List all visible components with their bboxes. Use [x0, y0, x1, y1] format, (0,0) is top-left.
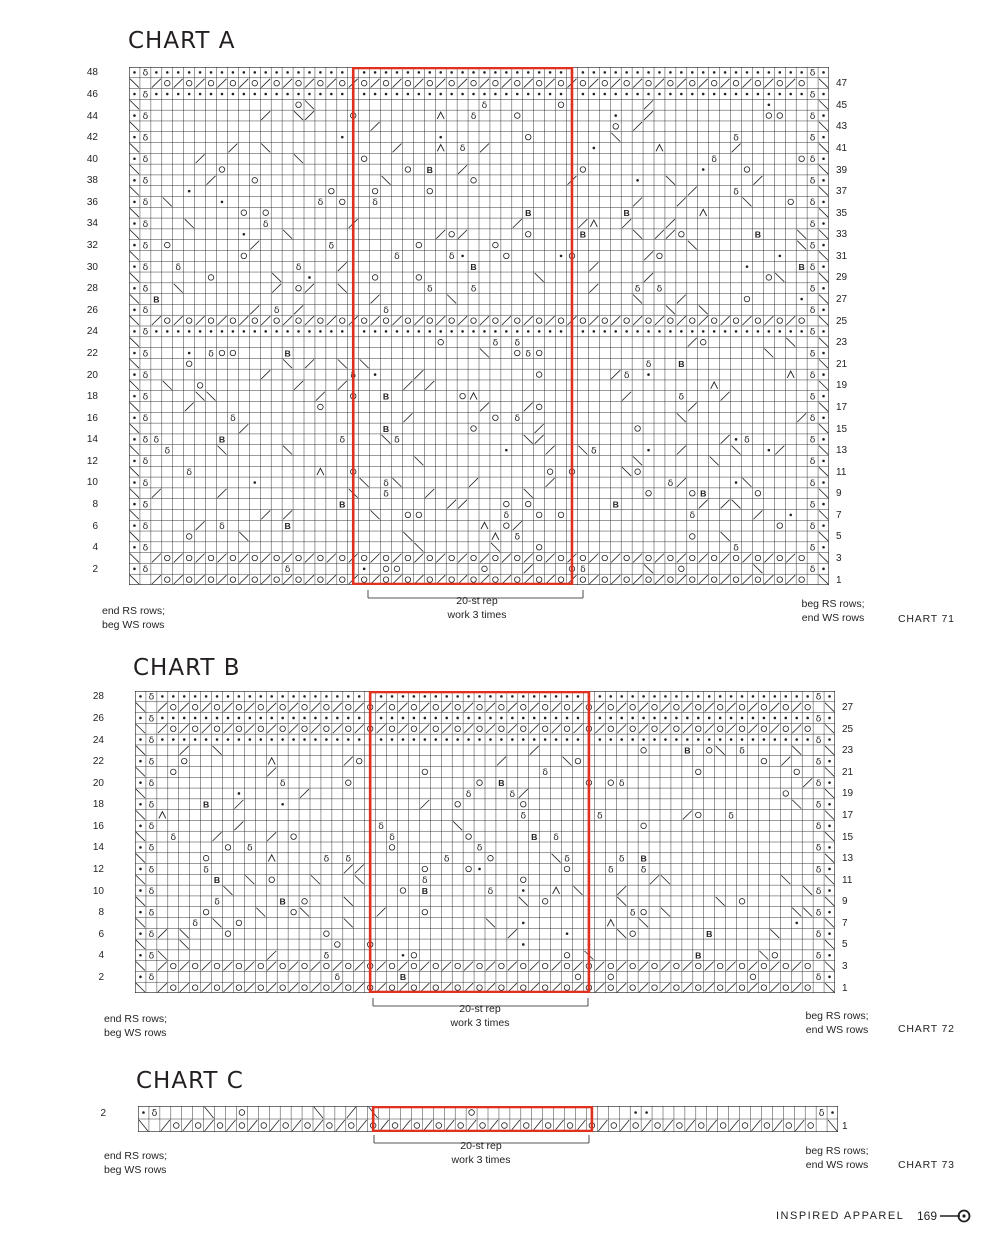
svg-text:δ: δ [394, 434, 400, 446]
svg-text:δ: δ [328, 240, 335, 252]
svg-text:δ: δ [142, 67, 149, 79]
svg-text:B: B [382, 391, 390, 402]
svg-text:δ: δ [142, 542, 149, 554]
svg-text:δ: δ [142, 456, 149, 468]
row-number-left: 28 [92, 691, 104, 703]
svg-text:δ: δ [186, 466, 192, 478]
row-number-right: 45 [836, 99, 848, 111]
svg-text:δ: δ [525, 348, 532, 360]
svg-text:δ: δ [809, 175, 816, 187]
svg-text:δ: δ [383, 477, 389, 489]
svg-text:δ: δ [208, 348, 214, 360]
row-number-left: 4 [92, 542, 98, 554]
row-number-right: 19 [842, 788, 854, 800]
svg-text:δ: δ [618, 853, 625, 865]
svg-text:δ: δ [459, 143, 466, 155]
row-number-left: 40 [86, 153, 98, 165]
svg-text:δ: δ [151, 1107, 158, 1119]
chart-a-repeat-label: 20-st rep work 3 times [447, 595, 507, 621]
row-number-left: 14 [92, 842, 104, 854]
svg-text:δ: δ [317, 197, 324, 209]
svg-text:δ: δ [448, 251, 455, 263]
svg-text:δ: δ [142, 218, 149, 230]
row-number-right: 21 [836, 358, 848, 370]
svg-text:δ: δ [667, 477, 674, 489]
svg-text:δ: δ [142, 132, 149, 144]
svg-text:δ: δ [711, 154, 717, 166]
row-number-right: 33 [836, 229, 848, 241]
svg-text:δ: δ [607, 864, 614, 876]
svg-text:δ: δ [142, 434, 149, 446]
svg-text:δ: δ [148, 928, 155, 940]
row-number-right: 9 [836, 488, 842, 500]
svg-text:B: B [579, 229, 587, 240]
svg-text:δ: δ [815, 907, 822, 919]
svg-text:B: B [498, 777, 505, 788]
svg-text:δ: δ [443, 853, 450, 865]
svg-text:δ: δ [809, 413, 816, 425]
row-number-left: 46 [86, 88, 98, 100]
row-number-right: 17 [836, 401, 848, 413]
svg-text:B: B [612, 499, 619, 510]
row-number-right: 1 [842, 1120, 848, 1132]
row-number-left: 20 [92, 777, 104, 789]
svg-text:δ: δ [634, 283, 641, 295]
row-number-left: 12 [86, 455, 98, 467]
row-number-left: 12 [92, 863, 104, 875]
svg-text:δ: δ [809, 434, 816, 446]
svg-text:δ: δ [564, 853, 570, 865]
chart-b-grid [135, 691, 835, 993]
svg-text:δ: δ [815, 972, 822, 984]
svg-text:δ: δ [809, 499, 816, 511]
row-number-right: 3 [842, 961, 848, 973]
row-number-left: 20 [86, 369, 98, 381]
chart-b-cells [135, 691, 835, 993]
chart-c-title: CHART C [136, 1068, 244, 1094]
svg-text:δ: δ [142, 89, 149, 101]
svg-text:δ: δ [372, 197, 378, 209]
svg-text:δ: δ [503, 510, 510, 522]
svg-text:δ: δ [809, 110, 816, 122]
svg-text:δ: δ [148, 950, 155, 962]
svg-text:δ: δ [815, 756, 822, 768]
svg-text:B: B [382, 423, 390, 434]
row-number-right: 11 [836, 466, 847, 478]
svg-text:B: B [470, 261, 477, 272]
svg-text:B: B [153, 294, 160, 305]
svg-text:δ: δ [809, 89, 816, 101]
svg-text:δ: δ [818, 1107, 825, 1119]
row-number-right: 27 [842, 702, 854, 714]
svg-text:δ: δ [389, 831, 395, 843]
svg-text:δ: δ [809, 305, 816, 317]
row-number-right: 47 [836, 78, 848, 90]
row-number-left: 8 [98, 907, 104, 919]
svg-text:δ: δ [487, 885, 494, 897]
svg-text:δ: δ [640, 864, 647, 876]
svg-text:δ: δ [334, 972, 341, 984]
svg-text:δ: δ [148, 864, 155, 876]
svg-text:δ: δ [142, 283, 149, 295]
svg-text:δ: δ [809, 326, 816, 338]
svg-text:δ: δ [148, 821, 155, 833]
svg-text:δ: δ [339, 434, 346, 446]
chart-b-number: CHART 72 [898, 1023, 955, 1035]
row-number-left: 18 [86, 391, 98, 403]
row-number-right: 37 [836, 186, 848, 198]
svg-text:B: B [279, 896, 286, 907]
row-number-right: 7 [842, 917, 848, 929]
svg-text:δ: δ [148, 885, 155, 897]
svg-text:δ: δ [520, 810, 527, 822]
svg-text:δ: δ [148, 799, 155, 811]
row-number-right: 43 [836, 121, 848, 133]
row-number-left: 22 [92, 756, 104, 768]
row-number-left: 22 [86, 347, 98, 359]
svg-text:B: B [798, 261, 805, 272]
svg-text:δ: δ [175, 261, 182, 273]
svg-text:δ: δ [656, 283, 663, 295]
row-number-left: 18 [92, 799, 104, 811]
chart-b-left-note: end RS rows; beg WS rows [104, 1013, 168, 1039]
row-number-left: 16 [92, 820, 104, 832]
svg-text:δ: δ [553, 831, 559, 843]
row-number-right: 9 [842, 896, 848, 908]
chart-b-repeat-label: 20-st rep work 3 times [450, 1003, 510, 1029]
svg-text:δ: δ [476, 842, 483, 854]
svg-text:δ: δ [142, 520, 149, 532]
row-number-left: 4 [98, 950, 104, 962]
svg-text:δ: δ [192, 918, 198, 930]
svg-text:δ: δ [645, 359, 652, 371]
svg-text:δ: δ [744, 434, 750, 446]
row-number-right: 7 [836, 509, 842, 521]
svg-text:δ: δ [345, 853, 352, 865]
chart-b-title: CHART B [133, 655, 241, 681]
svg-text:δ: δ [809, 564, 816, 576]
row-number-right: 29 [836, 272, 848, 284]
row-number-right: 3 [836, 553, 842, 565]
svg-text:δ: δ [623, 369, 630, 381]
row-number-right: 15 [836, 423, 848, 435]
svg-text:δ: δ [383, 488, 389, 500]
svg-text:δ: δ [148, 734, 155, 746]
svg-text:δ: δ [509, 788, 516, 800]
svg-text:δ: δ [142, 110, 149, 122]
row-number-right: 5 [836, 531, 842, 543]
svg-text:B: B [339, 499, 346, 510]
svg-text:δ: δ [809, 391, 816, 403]
svg-text:δ: δ [470, 283, 477, 295]
svg-text:δ: δ [809, 218, 816, 230]
row-number-right: 1 [836, 574, 842, 586]
svg-text:δ: δ [689, 510, 696, 522]
row-number-right: 13 [842, 853, 854, 865]
chart-b-right-note: beg RS rows; end WS rows [805, 1010, 869, 1036]
row-number-left: 48 [86, 67, 98, 79]
svg-text:δ: δ [492, 337, 499, 349]
svg-text:δ: δ [142, 499, 149, 511]
svg-text:δ: δ [142, 369, 149, 381]
row-number-left: 2 [92, 563, 98, 575]
row-number-left: 28 [86, 283, 98, 295]
row-number-left: 24 [86, 326, 98, 338]
chart-a-right-note: beg RS rows; end WS rows [801, 598, 865, 624]
svg-text:δ: δ [809, 67, 816, 79]
svg-text:δ: δ [733, 132, 739, 144]
svg-text:δ: δ [809, 283, 816, 295]
svg-text:δ: δ [350, 369, 357, 381]
svg-text:δ: δ [580, 564, 586, 576]
row-number-left: 16 [86, 412, 98, 424]
svg-text:δ: δ [815, 950, 822, 962]
svg-text:δ: δ [815, 928, 822, 940]
row-number-right: 39 [836, 164, 848, 176]
row-number-left: 30 [86, 261, 98, 273]
svg-text:δ: δ [142, 326, 149, 338]
svg-text:δ: δ [733, 186, 739, 198]
svg-text:δ: δ [733, 542, 739, 554]
svg-text:δ: δ [809, 520, 816, 532]
row-number-right: 31 [836, 250, 848, 262]
svg-text:δ: δ [514, 413, 521, 425]
svg-text:B: B [202, 799, 210, 810]
svg-text:δ: δ [142, 564, 149, 576]
svg-text:δ: δ [323, 950, 330, 962]
svg-text:δ: δ [203, 864, 209, 876]
svg-text:δ: δ [809, 154, 816, 166]
svg-text:δ: δ [230, 413, 236, 425]
row-number-left: 26 [92, 712, 104, 724]
svg-text:δ: δ [142, 261, 149, 273]
svg-text:B: B [284, 520, 291, 531]
svg-text:δ: δ [378, 821, 384, 833]
svg-text:δ: δ [383, 305, 389, 317]
svg-text:δ: δ [153, 434, 160, 446]
svg-text:δ: δ [809, 240, 816, 252]
row-number-right: 25 [842, 723, 854, 735]
svg-text:δ: δ [142, 240, 149, 252]
svg-text:δ: δ [815, 885, 822, 897]
svg-text:B: B [678, 359, 685, 370]
svg-text:B: B [531, 831, 538, 842]
row-number-right: 35 [836, 207, 848, 219]
row-number-right: 23 [842, 745, 854, 757]
row-number-left: 32 [86, 240, 98, 252]
svg-text:δ: δ [809, 456, 816, 468]
svg-text:δ: δ [542, 767, 548, 779]
svg-text:δ: δ [148, 756, 155, 768]
svg-text:δ: δ [148, 691, 155, 703]
row-number-left: 2 [100, 1107, 106, 1119]
row-number-right: 17 [842, 810, 854, 822]
row-number-left: 10 [92, 885, 104, 897]
chart-c-left-note: end RS rows; beg WS rows [104, 1150, 168, 1176]
svg-text:δ: δ [284, 564, 291, 576]
row-number-left: 26 [86, 304, 98, 316]
row-number-right: 21 [842, 766, 854, 778]
svg-text:δ: δ [142, 477, 149, 489]
row-number-left: 34 [86, 218, 98, 230]
svg-text:B: B [754, 229, 762, 240]
row-number-right: 23 [836, 337, 848, 349]
chart-a-number: CHART 71 [898, 613, 955, 625]
chart-c-grid [138, 1106, 838, 1132]
row-number-right: 11 [842, 874, 853, 886]
svg-text:δ: δ [295, 261, 302, 273]
svg-text:δ: δ [815, 864, 822, 876]
svg-text:δ: δ [148, 713, 155, 725]
chart-c-repeat-label: 20-st rep work 3 times [451, 1140, 511, 1166]
row-number-left: 10 [86, 477, 98, 489]
svg-text:δ: δ [815, 734, 822, 746]
row-number-left: 24 [92, 734, 104, 746]
svg-text:δ: δ [273, 305, 280, 317]
svg-text:B: B [706, 928, 713, 939]
svg-text:δ: δ [809, 348, 816, 360]
svg-text:B: B [623, 207, 630, 218]
chart-a-cells [129, 67, 829, 585]
svg-text:B: B [421, 885, 428, 896]
svg-text:B: B [218, 434, 226, 445]
svg-text:δ: δ [142, 175, 149, 187]
svg-text:B: B [525, 207, 532, 218]
svg-text:δ: δ [164, 445, 171, 457]
svg-text:δ: δ [815, 821, 822, 833]
svg-text:δ: δ [815, 799, 822, 811]
svg-text:δ: δ [142, 197, 149, 209]
row-number-right: 13 [836, 445, 848, 457]
row-number-left: 36 [86, 196, 98, 208]
svg-text:δ: δ [809, 261, 816, 273]
row-number-left: 44 [86, 110, 98, 122]
svg-text:B: B [640, 853, 647, 864]
chart-c-right-note: beg RS rows; end WS rows [805, 1145, 869, 1171]
svg-text:B: B [684, 745, 691, 756]
footer-publication: INSPIRED APPAREL [776, 1210, 905, 1222]
svg-text:δ: δ [214, 896, 220, 908]
circle-arrow-ornament-icon [940, 1208, 972, 1224]
svg-text:δ: δ [470, 110, 477, 122]
svg-text:δ: δ [815, 777, 822, 789]
svg-text:δ: δ [514, 337, 521, 349]
svg-text:δ: δ [739, 745, 745, 757]
row-number-right: 41 [836, 142, 848, 154]
row-number-left: 6 [98, 928, 104, 940]
row-number-left: 2 [98, 971, 104, 983]
row-number-right: 27 [836, 294, 848, 306]
svg-text:B: B [700, 488, 707, 499]
svg-text:δ: δ [815, 713, 822, 725]
row-number-right: 5 [842, 939, 848, 951]
svg-text:δ: δ [219, 520, 225, 532]
chart-c-number: CHART 73 [898, 1159, 955, 1171]
svg-text:δ: δ [809, 542, 816, 554]
svg-text:δ: δ [678, 391, 685, 403]
svg-text:δ: δ [148, 972, 155, 984]
svg-text:δ: δ [247, 842, 253, 854]
row-number-left: 14 [86, 434, 98, 446]
svg-text:δ: δ [148, 907, 155, 919]
svg-text:δ: δ [809, 197, 816, 209]
svg-text:δ: δ [323, 853, 330, 865]
row-number-right: 15 [842, 831, 854, 843]
svg-text:δ: δ [142, 391, 149, 403]
svg-text:δ: δ [426, 283, 433, 295]
page-number: 169 [917, 1209, 938, 1223]
svg-text:δ: δ [148, 842, 155, 854]
svg-text:δ: δ [809, 477, 816, 489]
row-number-right: 25 [836, 315, 848, 327]
svg-text:δ: δ [597, 810, 603, 822]
svg-text:δ: δ [815, 842, 822, 854]
row-number-left: 38 [86, 175, 98, 187]
svg-text:δ: δ [809, 369, 816, 381]
svg-text:δ: δ [394, 251, 400, 263]
svg-text:δ: δ [514, 531, 521, 543]
svg-text:B: B [426, 164, 433, 175]
svg-text:B: B [399, 972, 407, 983]
svg-text:δ: δ [591, 445, 597, 457]
svg-text:δ: δ [142, 413, 149, 425]
svg-text:δ: δ [629, 907, 636, 919]
row-number-left: 42 [86, 132, 98, 144]
svg-text:B: B [213, 875, 221, 886]
svg-text:δ: δ [142, 348, 149, 360]
chart-a-left-note: end RS rows; beg WS rows [102, 605, 166, 631]
row-number-left: 6 [92, 520, 98, 532]
svg-text:δ: δ [148, 777, 155, 789]
svg-text:δ: δ [262, 218, 269, 230]
svg-text:δ: δ [481, 100, 488, 112]
svg-text:δ: δ [809, 132, 816, 144]
svg-text:δ: δ [618, 777, 625, 789]
svg-text:δ: δ [142, 154, 149, 166]
chart-a-grid [129, 67, 829, 585]
svg-text:δ: δ [422, 875, 428, 887]
svg-text:δ: δ [142, 305, 149, 317]
row-number-right: 1 [842, 982, 848, 994]
svg-text:δ: δ [279, 777, 286, 789]
chart-a-title: CHART A [128, 28, 236, 54]
row-number-right: 19 [836, 380, 848, 392]
svg-text:B: B [695, 950, 702, 961]
svg-text:δ: δ [170, 831, 177, 843]
row-number-left: 8 [92, 499, 98, 511]
svg-text:δ: δ [465, 788, 472, 800]
svg-text:δ: δ [815, 691, 822, 703]
svg-text:B: B [284, 348, 291, 359]
svg-text:δ: δ [728, 810, 734, 822]
